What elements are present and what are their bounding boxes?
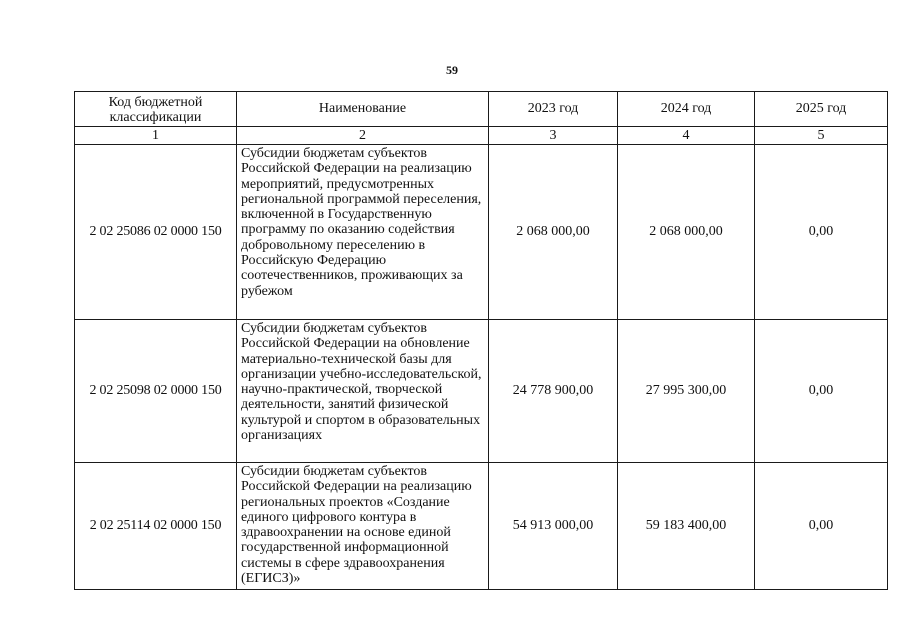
column-number: 2 — [237, 127, 489, 145]
table-row — [75, 145, 888, 320]
name-cell: Субсидии бюджетам субъектов Российской Федерации на обновление материально-технической базы для организации учебно-исследовательской, научно-практической, творческой деятельности, занятий физической культурой и спортом в образовательных организациях — [237, 320, 489, 463]
name-cell: Субсидии бюджетам субъектов Российской Федерации на реализацию региональных проектов «Создание единого цифрового контура в здравоохранении на основе единой государственной информационной системы в сфере здравоохранения (ЕГИСЗ)» — [237, 463, 489, 590]
table-header-row — [75, 92, 888, 127]
column-number: 3 — [489, 127, 618, 145]
amount-2023-cell: 54 913 000,00 — [489, 463, 618, 590]
header-2025: 2025 год — [755, 92, 888, 127]
table-row — [75, 320, 888, 463]
amount-2025-cell: 0,00 — [755, 320, 888, 463]
amount-2024-cell: 59 183 400,00 — [618, 463, 755, 590]
header-2023: 2023 год — [489, 92, 618, 127]
budget-table — [74, 91, 888, 590]
amount-2023-cell: 2 068 000,00 — [489, 145, 618, 320]
budget-code-cell: 2 02 25114 02 0000 150 — [75, 463, 237, 590]
amount-2025-cell: 0,00 — [755, 463, 888, 590]
amount-2024-cell: 2 068 000,00 — [618, 145, 755, 320]
table-row — [75, 463, 888, 590]
header-code: Код бюджетной классификации — [75, 92, 237, 127]
amount-2023-cell: 24 778 900,00 — [489, 320, 618, 463]
page-number: 59 — [446, 63, 458, 77]
name-cell: Субсидии бюджетам субъектов Российской Федерации на реализацию мероприятий, предусмотренных региональной программой переселения, включенной в Государственную программу по оказанию содействия добровольному переселению в Российскую Федерацию соотечественников, проживающих за рубежом — [237, 145, 489, 320]
column-number: 1 — [75, 127, 237, 145]
column-number: 5 — [755, 127, 888, 145]
header-2024: 2024 год — [618, 92, 755, 127]
amount-2025-cell: 0,00 — [755, 145, 888, 320]
amount-2024-cell: 27 995 300,00 — [618, 320, 755, 463]
budget-code-cell: 2 02 25098 02 0000 150 — [75, 320, 237, 463]
budget-code-cell: 2 02 25086 02 0000 150 — [75, 145, 237, 320]
header-name: Наименование — [237, 92, 489, 127]
column-number: 4 — [618, 127, 755, 145]
column-number-row — [75, 127, 888, 145]
